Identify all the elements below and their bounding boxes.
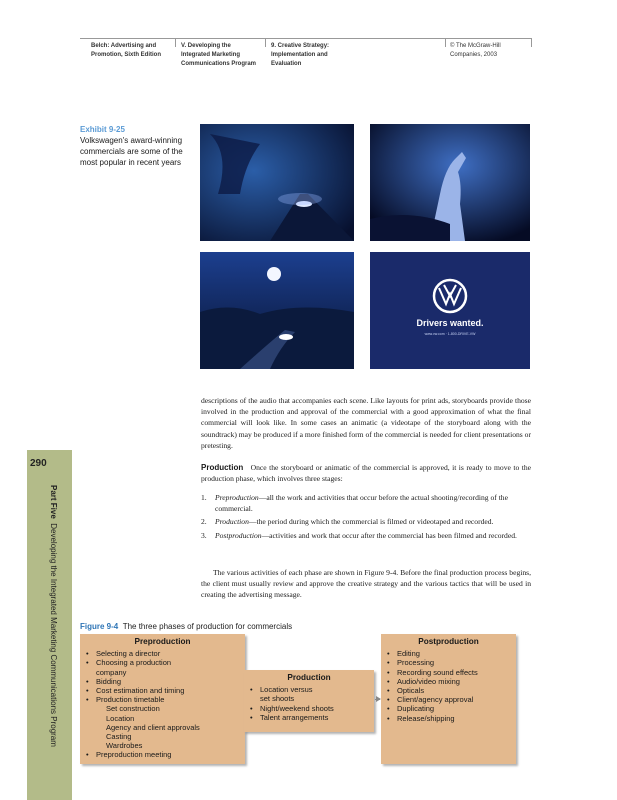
production-text: Once the storyboard or animatic of the commercial is approved, it is ready to move to the production phase, which involves three stages: (201, 463, 531, 484)
list-item: • Night/weekend shoots (260, 704, 374, 713)
list-item: • Talent arrangements (260, 713, 374, 722)
list-item: set shoots (260, 694, 295, 704)
list-item: • Preproduction meeting (96, 750, 245, 759)
photo-hand-reaching (370, 124, 530, 241)
list-item: • Production timetable (96, 695, 245, 704)
side-label-part: Part Five (49, 485, 58, 519)
header-divider (265, 39, 266, 47)
list-item: • Client/agency approval (397, 695, 516, 704)
exhibit-text: Volkswagen's award-winning commercials are some of the most popular in recent years (80, 136, 183, 167)
list-item: • Processing (397, 658, 516, 667)
header-book-title: Belch: Advertising and Promotion, Sixth Edition (91, 43, 161, 58)
body-paragraph: descriptions of the audio that accompanies each scene. Like layouts for print ads, storyboards provide those involved in the production and approval of the commercial with a good approximation of what the final commercial will look like. In some cases an animatic (a videotape of the storyboard along with the soundtrack) may be produced if a more finished form of the commercial is needed for client presentations or pretesting. (201, 396, 531, 450)
arrow-icon (375, 699, 380, 700)
header-divider (175, 39, 176, 47)
body-paragraph: The various activities of each phase are shown in Figure 9-4. Before the final production process begins, the client must usually review and approve the creative strategy and the various tactics that will be used in creating the advertising message. (201, 568, 531, 600)
header-divider (531, 39, 532, 47)
list-item: 1. Preproduction—all the work and activities that occur before the actual shooting/recording of the commercial. (201, 493, 508, 514)
figure-label: Figure 9-4 (80, 622, 119, 631)
preproduction-title: Preproduction (134, 637, 191, 646)
list-item: • Location versus (260, 685, 374, 694)
header-chapter-title: 9. Creative Strategy: Implementation and Evaluation (271, 43, 330, 67)
list-item: company (96, 667, 127, 677)
list-item: Set construction (106, 704, 160, 714)
production-title: Production (287, 673, 331, 682)
list-item: Location (106, 713, 135, 723)
list-item: • Audio/video mixing (397, 677, 516, 686)
photo-night-road (200, 124, 354, 241)
page-header (80, 38, 532, 69)
list-item: • Recording sound effects (397, 668, 516, 677)
list-item: Casting (106, 732, 132, 742)
photo-car-moon (200, 252, 354, 369)
list-item: 3. Postproduction—activities and work that occur after the commercial has been filmed and recorded. (201, 530, 517, 540)
list-item: • Bidding (96, 677, 245, 686)
production-heading: Production (201, 463, 244, 472)
list-item: • Editing (397, 649, 516, 658)
postproduction-title: Postproduction (418, 637, 479, 646)
stages-list (201, 492, 531, 543)
list-item: Wardrobes (106, 741, 143, 751)
vw-slogan: Drivers wanted. (416, 318, 484, 328)
page-number: 290 (30, 458, 47, 469)
header-divider (445, 39, 446, 47)
list-item: • Choosing a production (96, 658, 245, 667)
list-item: • Duplicating (397, 704, 516, 713)
exhibit-title: Exhibit 9-25 (80, 125, 125, 134)
figure-caption (80, 622, 292, 631)
list-item: • Cost estimation and timing (96, 686, 245, 695)
preproduction-box (80, 634, 245, 764)
side-label (44, 485, 58, 765)
header-part-title: V. Developing the Integrated Marketing Communications Program (181, 43, 257, 67)
photo-vw-logo (370, 252, 530, 369)
list-item: • Selecting a director (96, 649, 245, 658)
postproduction-box (381, 634, 516, 764)
side-label-title: Developing the Integrated Marketing Communications Program (49, 523, 58, 747)
list-item: 2. Production—the period during which the commercial is filmed or videotaped and recorded. (201, 517, 494, 527)
list-item: Agency and client approvals (106, 722, 200, 732)
production-paragraph (201, 462, 531, 484)
figure-title: The three phases of production for commercials (122, 622, 293, 631)
header-copyright: © The McGraw-Hill Companies, 2003 (450, 43, 501, 58)
production-box (244, 670, 374, 732)
list-item: • Release/shipping (397, 714, 516, 723)
exhibit-caption (80, 124, 190, 168)
vw-url: www.vw.com · 1-800-DRIVE-VW (424, 332, 476, 336)
list-item: • Opticals (397, 686, 516, 695)
